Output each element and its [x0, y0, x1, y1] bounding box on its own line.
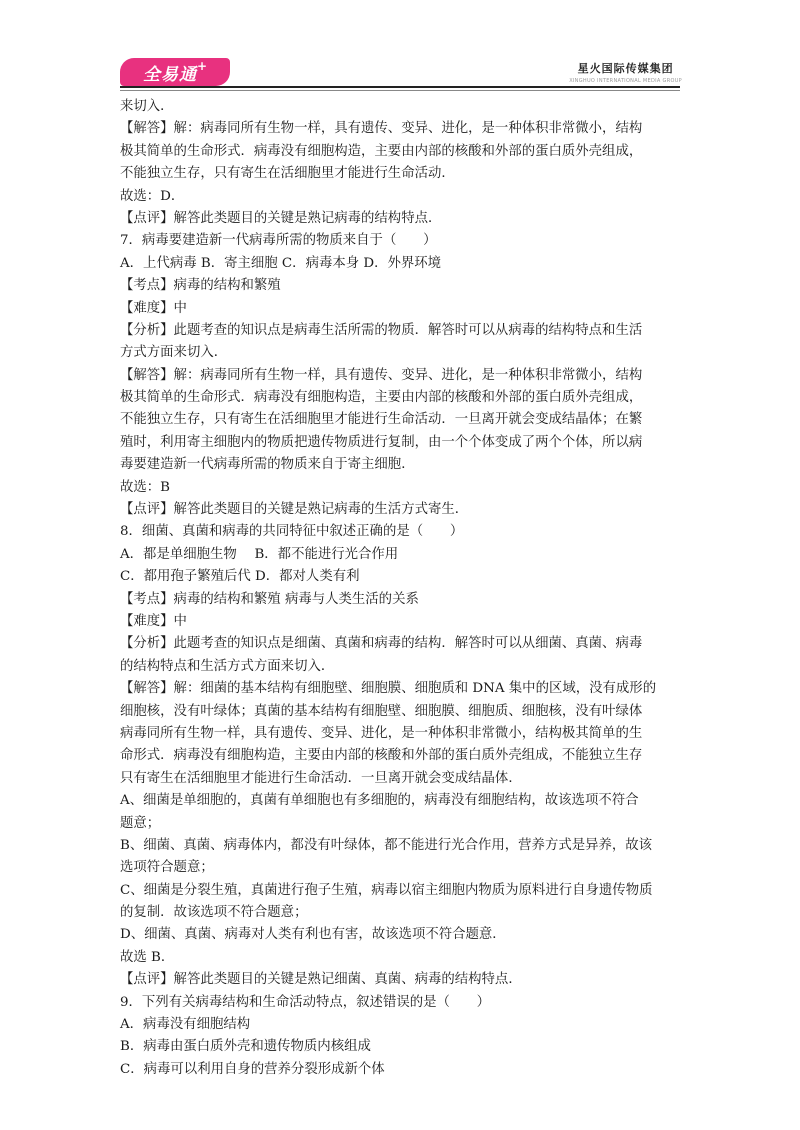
text-line: 病毒同所有生物一样，具有遗传、变异、进化，是一种体积非常微小，结构极其简单的生 [120, 725, 643, 741]
text-line: A、细菌是单细胞的，真菌有单细胞也有多细胞的，病毒没有细胞结构，故该选项不符合 [120, 793, 639, 809]
text-line: 【难度】中 [120, 613, 187, 629]
text-line: 故选 B． [120, 949, 175, 965]
text-line: 故选：B [120, 479, 171, 495]
text-line: 不能独立生存，只有寄生在活细胞里才能进行生命活动．一旦离开就会变成结晶体；在繁 [120, 412, 643, 428]
text-line: 方式方面来切入． [120, 345, 228, 361]
text-line: 【解答】解：病毒同所有生物一样，具有遗传、变异、进化，是一种体积非常微小，结构 [120, 367, 643, 383]
text-line: C．都用孢子繁殖后代 D．都对人类有利 [120, 569, 360, 585]
brand-subtitle: XINGHUO INTERNATIONAL MEDIA GROUP [569, 78, 682, 84]
text-line: 【解答】解：病毒同所有生物一样，具有遗传、变异、进化，是一种体积非常微小，结构 [120, 121, 643, 137]
text-line: 的复制．故该选项不符合题意； [120, 905, 308, 921]
text-line: 【分析】此题考查的知识点是病毒生活所需的物质．解答时可以从病毒的结构特点和生活 [120, 322, 643, 338]
text-line: 不能独立生存，只有寄生在活细胞里才能进行生命活动． [120, 166, 455, 182]
text-line: 【考点】病毒的结构和繁殖 [120, 278, 281, 294]
text-line: 【点评】解答此类题目的关键是熟记病毒的生活方式寄生． [120, 502, 469, 518]
text-line: 【点评】解答此类题目的关键是熟记细菌、真菌、病毒的结构特点． [120, 972, 522, 988]
text-line: 命形式．病毒没有细胞构造，主要由内部的核酸和外部的蛋白质外壳组成，不能独立生存 [120, 748, 643, 764]
text-line: 的结构特点和生活方式方面来切入． [120, 658, 335, 674]
text-line: C．病毒可以利用自身的营养分裂形成新个体 [120, 1061, 385, 1077]
text-line: 故选：D． [120, 188, 185, 204]
text-line: B、细菌、真菌、病毒体内，都没有叶绿体，都不能进行光合作用，营养方式是异养，故该 [120, 837, 653, 853]
logo-plus-icon: + [196, 59, 208, 73]
logo-text: 全易通 [142, 64, 197, 85]
text-line: 细胞核，没有叶绿体；真菌的基本结构有细胞壁、细胞膜、细胞质、细胞核，没有叶绿体 [120, 703, 643, 719]
text-line: 题意； [120, 815, 161, 831]
text-line: A．上代病毒 B．寄主细胞 C．病毒本身 D．外界环境 [120, 255, 442, 271]
header-rule-light [120, 90, 680, 91]
text-line: 极其简单的生命形式．病毒没有细胞构造，主要由内部的核酸和外部的蛋白质外壳组成， [120, 390, 643, 406]
document-body [120, 96, 685, 1081]
text-line: 只有寄生在活细胞里才能进行生命活动．一旦离开就会变成结晶体． [120, 770, 522, 786]
text-line: A．病毒没有细胞结构 [120, 1017, 251, 1033]
text-line: 来切入． [120, 99, 174, 114]
text-line: 极其简单的生命形式．病毒没有细胞构造，主要由内部的核酸和外部的蛋白质外壳组成， [120, 143, 643, 159]
page-header [0, 0, 800, 92]
text-line: 殖时，利用寄主细胞内的物质把遗传物质进行复制，由一个个体变成了两个个体，所以病 [120, 434, 643, 450]
header-rule-dark [120, 86, 680, 88]
logo [120, 58, 230, 86]
text-line: 9．下列有关病毒结构和生命活动特点，叙述错误的是（ ） [120, 994, 491, 1010]
text-line: 7．病毒要建造新一代病毒所需的物质来自于（ ） [120, 233, 437, 249]
text-line: 【考点】病毒的结构和繁殖 病毒与人类生活的关系 [120, 591, 419, 607]
text-line: A．都是单细胞生物 B．都不能进行光合作用 [120, 546, 399, 562]
text-line: D、细菌、真菌、病毒对人类有利也有害，故该选项不符合题意． [120, 927, 506, 943]
text-line: 毒要建造新一代病毒所需的物质来自于寄主细胞． [120, 457, 415, 473]
brand-name: 星火国际传媒集团 [577, 62, 674, 75]
text-line: 【分析】此题考查的知识点是细菌、真菌和病毒的结构．解答时可以从细菌、真菌、病毒 [120, 636, 643, 652]
text-line: 【点评】解答此类题目的关键是熟记病毒的结构特点． [120, 210, 442, 226]
text-line: 8．细菌、真菌和病毒的共同特征中叙述正确的是（ ） [120, 524, 464, 540]
text-line: 选项符合题意； [120, 860, 214, 876]
text-line: 【解答】解：细菌的基本结构有细胞壁、细胞膜、细胞质和 DNA 集中的区域，没有成形的 [120, 681, 657, 697]
text-line: C、细菌是分裂生殖，真菌进行孢子生殖，病毒以宿主细胞内物质为原料进行自身遗传物质 [120, 882, 653, 898]
brand-block [569, 60, 682, 84]
text-line: 【难度】中 [120, 300, 187, 316]
text-line: B．病毒由蛋白质外壳和遗传物质内核组成 [120, 1039, 371, 1055]
